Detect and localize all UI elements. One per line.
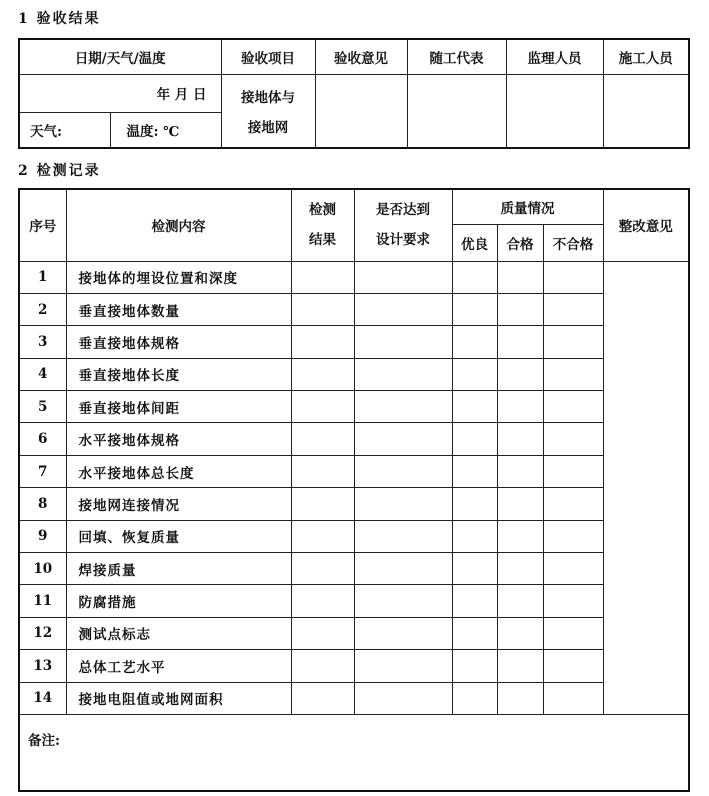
table-row bbox=[19, 293, 689, 325]
header-rectification: 整改意见 bbox=[603, 189, 689, 261]
pass-cell[interactable] bbox=[497, 520, 543, 552]
table-row bbox=[19, 650, 689, 682]
inspection-item: 接地体的埋设位置和深度 bbox=[66, 261, 291, 293]
row-number: 7 bbox=[19, 455, 66, 487]
fail-cell[interactable] bbox=[543, 553, 603, 585]
header-quality: 质量情况 bbox=[452, 189, 603, 224]
acceptance-result-table bbox=[18, 38, 690, 149]
row-number: 1 bbox=[19, 261, 66, 293]
excellent-cell[interactable] bbox=[452, 585, 497, 617]
header-seq: 序号 bbox=[19, 189, 66, 261]
fail-cell[interactable] bbox=[543, 650, 603, 682]
fail-cell[interactable] bbox=[543, 617, 603, 649]
inspection-rows bbox=[19, 261, 689, 714]
table-row bbox=[19, 520, 689, 552]
table-row bbox=[19, 553, 689, 585]
pass-cell[interactable] bbox=[497, 358, 543, 390]
excellent-cell[interactable] bbox=[452, 650, 497, 682]
result-cell[interactable] bbox=[291, 326, 354, 358]
temperature-field[interactable]: 温度: ℃ bbox=[110, 112, 221, 148]
table-row bbox=[19, 585, 689, 617]
result-cell[interactable] bbox=[291, 682, 354, 714]
header-meets-design: 是否达到 设计要求 bbox=[354, 189, 452, 261]
inspection-item: 水平接地体规格 bbox=[66, 423, 291, 455]
excellent-cell[interactable] bbox=[452, 293, 497, 325]
inspection-item: 测试点标志 bbox=[66, 617, 291, 649]
row-number: 8 bbox=[19, 488, 66, 520]
result-cell[interactable] bbox=[291, 617, 354, 649]
table-row bbox=[19, 326, 689, 358]
pass-cell[interactable] bbox=[497, 261, 543, 293]
pass-cell[interactable] bbox=[497, 488, 543, 520]
meets-design-cell[interactable] bbox=[354, 617, 452, 649]
meets-design-cell[interactable] bbox=[354, 423, 452, 455]
inspection-item: 垂直接地体数量 bbox=[66, 293, 291, 325]
table-row bbox=[19, 391, 689, 423]
acceptance-item-line1: 接地体与 bbox=[241, 89, 295, 106]
pass-cell[interactable] bbox=[497, 650, 543, 682]
pass-cell[interactable] bbox=[497, 326, 543, 358]
table-row bbox=[19, 358, 689, 390]
pass-cell[interactable] bbox=[497, 423, 543, 455]
excellent-cell[interactable] bbox=[452, 682, 497, 714]
inspection-item: 总体工艺水平 bbox=[66, 650, 291, 682]
excellent-cell[interactable] bbox=[452, 455, 497, 487]
excellent-cell[interactable] bbox=[452, 391, 497, 423]
inspection-item: 防腐措施 bbox=[66, 585, 291, 617]
inspection-item: 水平接地体总长度 bbox=[66, 455, 291, 487]
table-row bbox=[19, 261, 689, 293]
header-acceptance-item: 验收项目 bbox=[221, 39, 315, 74]
fail-cell[interactable] bbox=[543, 455, 603, 487]
row-number: 2 bbox=[19, 293, 66, 325]
pass-cell[interactable] bbox=[497, 391, 543, 423]
header-constructor: 施工人员 bbox=[603, 39, 689, 74]
result-cell[interactable] bbox=[291, 650, 354, 682]
meets-design-cell[interactable] bbox=[354, 293, 452, 325]
result-cell[interactable] bbox=[291, 358, 354, 390]
fail-cell[interactable] bbox=[543, 520, 603, 552]
header-content: 检测内容 bbox=[66, 189, 291, 261]
fail-cell[interactable] bbox=[543, 488, 603, 520]
header-pass: 合格 bbox=[497, 224, 543, 261]
excellent-cell[interactable] bbox=[452, 520, 497, 552]
fail-cell[interactable] bbox=[543, 293, 603, 325]
table-row bbox=[19, 488, 689, 520]
header-date-weather-temp: 日期/天气/温度 bbox=[19, 39, 221, 74]
row-number: 13 bbox=[19, 650, 66, 682]
excellent-cell[interactable] bbox=[452, 553, 497, 585]
row-number: 3 bbox=[19, 326, 66, 358]
row-number: 9 bbox=[19, 520, 66, 552]
excellent-cell[interactable] bbox=[452, 488, 497, 520]
inspection-record-table bbox=[18, 188, 690, 792]
acceptance-item-value bbox=[221, 74, 315, 148]
meets-design-cell[interactable] bbox=[354, 455, 452, 487]
inspection-item: 垂直接地体间距 bbox=[66, 391, 291, 423]
weather-field[interactable]: 天气: bbox=[19, 112, 110, 148]
meets-design-cell[interactable] bbox=[354, 682, 452, 714]
result-cell[interactable] bbox=[291, 391, 354, 423]
inspection-item: 垂直接地体长度 bbox=[66, 358, 291, 390]
table-row bbox=[19, 423, 689, 455]
meets-design-cell[interactable] bbox=[354, 326, 452, 358]
header-excellent: 优良 bbox=[452, 224, 497, 261]
result-cell[interactable] bbox=[291, 585, 354, 617]
table-row bbox=[19, 617, 689, 649]
inspection-item: 接地电阻值或地网面积 bbox=[66, 682, 291, 714]
section-2-title: 2 检测记录 bbox=[18, 163, 101, 179]
rectification-cell[interactable] bbox=[603, 261, 689, 714]
fail-cell[interactable] bbox=[543, 261, 603, 293]
excellent-cell[interactable] bbox=[452, 358, 497, 390]
excellent-cell[interactable] bbox=[452, 423, 497, 455]
fail-cell[interactable] bbox=[543, 423, 603, 455]
pass-cell[interactable] bbox=[497, 682, 543, 714]
excellent-cell[interactable] bbox=[452, 326, 497, 358]
header-site-representative: 随工代表 bbox=[407, 39, 506, 74]
fail-cell[interactable] bbox=[543, 682, 603, 714]
row-number: 11 bbox=[19, 585, 66, 617]
header-supervisor: 监理人员 bbox=[506, 39, 603, 74]
constructor-cell[interactable] bbox=[603, 74, 689, 148]
pass-cell[interactable] bbox=[497, 585, 543, 617]
result-cell[interactable] bbox=[291, 553, 354, 585]
header-result: 检测 结果 bbox=[291, 189, 354, 261]
acceptance-opinion-cell[interactable] bbox=[315, 74, 407, 148]
excellent-cell[interactable] bbox=[452, 261, 497, 293]
pass-cell[interactable] bbox=[497, 553, 543, 585]
row-number: 4 bbox=[19, 358, 66, 390]
notes-cell[interactable] bbox=[19, 714, 689, 791]
row-number: 5 bbox=[19, 391, 66, 423]
row-number: 12 bbox=[19, 617, 66, 649]
result-cell[interactable] bbox=[291, 423, 354, 455]
meets-design-cell[interactable] bbox=[354, 650, 452, 682]
result-cell[interactable] bbox=[291, 520, 354, 552]
supervisor-cell[interactable] bbox=[506, 74, 603, 148]
meets-design-cell[interactable] bbox=[354, 488, 452, 520]
inspection-item: 接地网连接情况 bbox=[66, 488, 291, 520]
table-row bbox=[19, 682, 689, 714]
header-fail: 不合格 bbox=[543, 224, 603, 261]
result-cell[interactable] bbox=[291, 488, 354, 520]
acceptance-item-line2: 接地网 bbox=[247, 119, 289, 136]
notes-label: 备注: bbox=[28, 732, 60, 749]
meets-design-cell[interactable] bbox=[354, 553, 452, 585]
inspection-item: 焊接质量 bbox=[66, 553, 291, 585]
date-field[interactable]: 年 月 日 bbox=[19, 74, 221, 112]
row-number: 6 bbox=[19, 423, 66, 455]
header-acceptance-opinion: 验收意见 bbox=[315, 39, 407, 74]
fail-cell[interactable] bbox=[543, 585, 603, 617]
meets-design-cell[interactable] bbox=[354, 520, 452, 552]
inspection-item: 垂直接地体规格 bbox=[66, 326, 291, 358]
meets-design-cell[interactable] bbox=[354, 358, 452, 390]
fail-cell[interactable] bbox=[543, 358, 603, 390]
fail-cell[interactable] bbox=[543, 391, 603, 423]
meets-design-cell[interactable] bbox=[354, 391, 452, 423]
site-representative-cell[interactable] bbox=[407, 74, 506, 148]
pass-cell[interactable] bbox=[497, 617, 543, 649]
row-number: 10 bbox=[19, 553, 66, 585]
inspection-item: 回填、恢复质量 bbox=[66, 520, 291, 552]
excellent-cell[interactable] bbox=[452, 617, 497, 649]
row-number: 14 bbox=[19, 682, 66, 714]
result-cell[interactable] bbox=[291, 293, 354, 325]
meets-design-cell[interactable] bbox=[354, 585, 452, 617]
pass-cell[interactable] bbox=[497, 293, 543, 325]
table-row bbox=[19, 455, 689, 487]
pass-cell[interactable] bbox=[497, 455, 543, 487]
section-1-title: 1 验收结果 bbox=[18, 11, 101, 27]
fail-cell[interactable] bbox=[543, 326, 603, 358]
result-cell[interactable] bbox=[291, 455, 354, 487]
result-cell[interactable] bbox=[291, 261, 354, 293]
meets-design-cell[interactable] bbox=[354, 261, 452, 293]
